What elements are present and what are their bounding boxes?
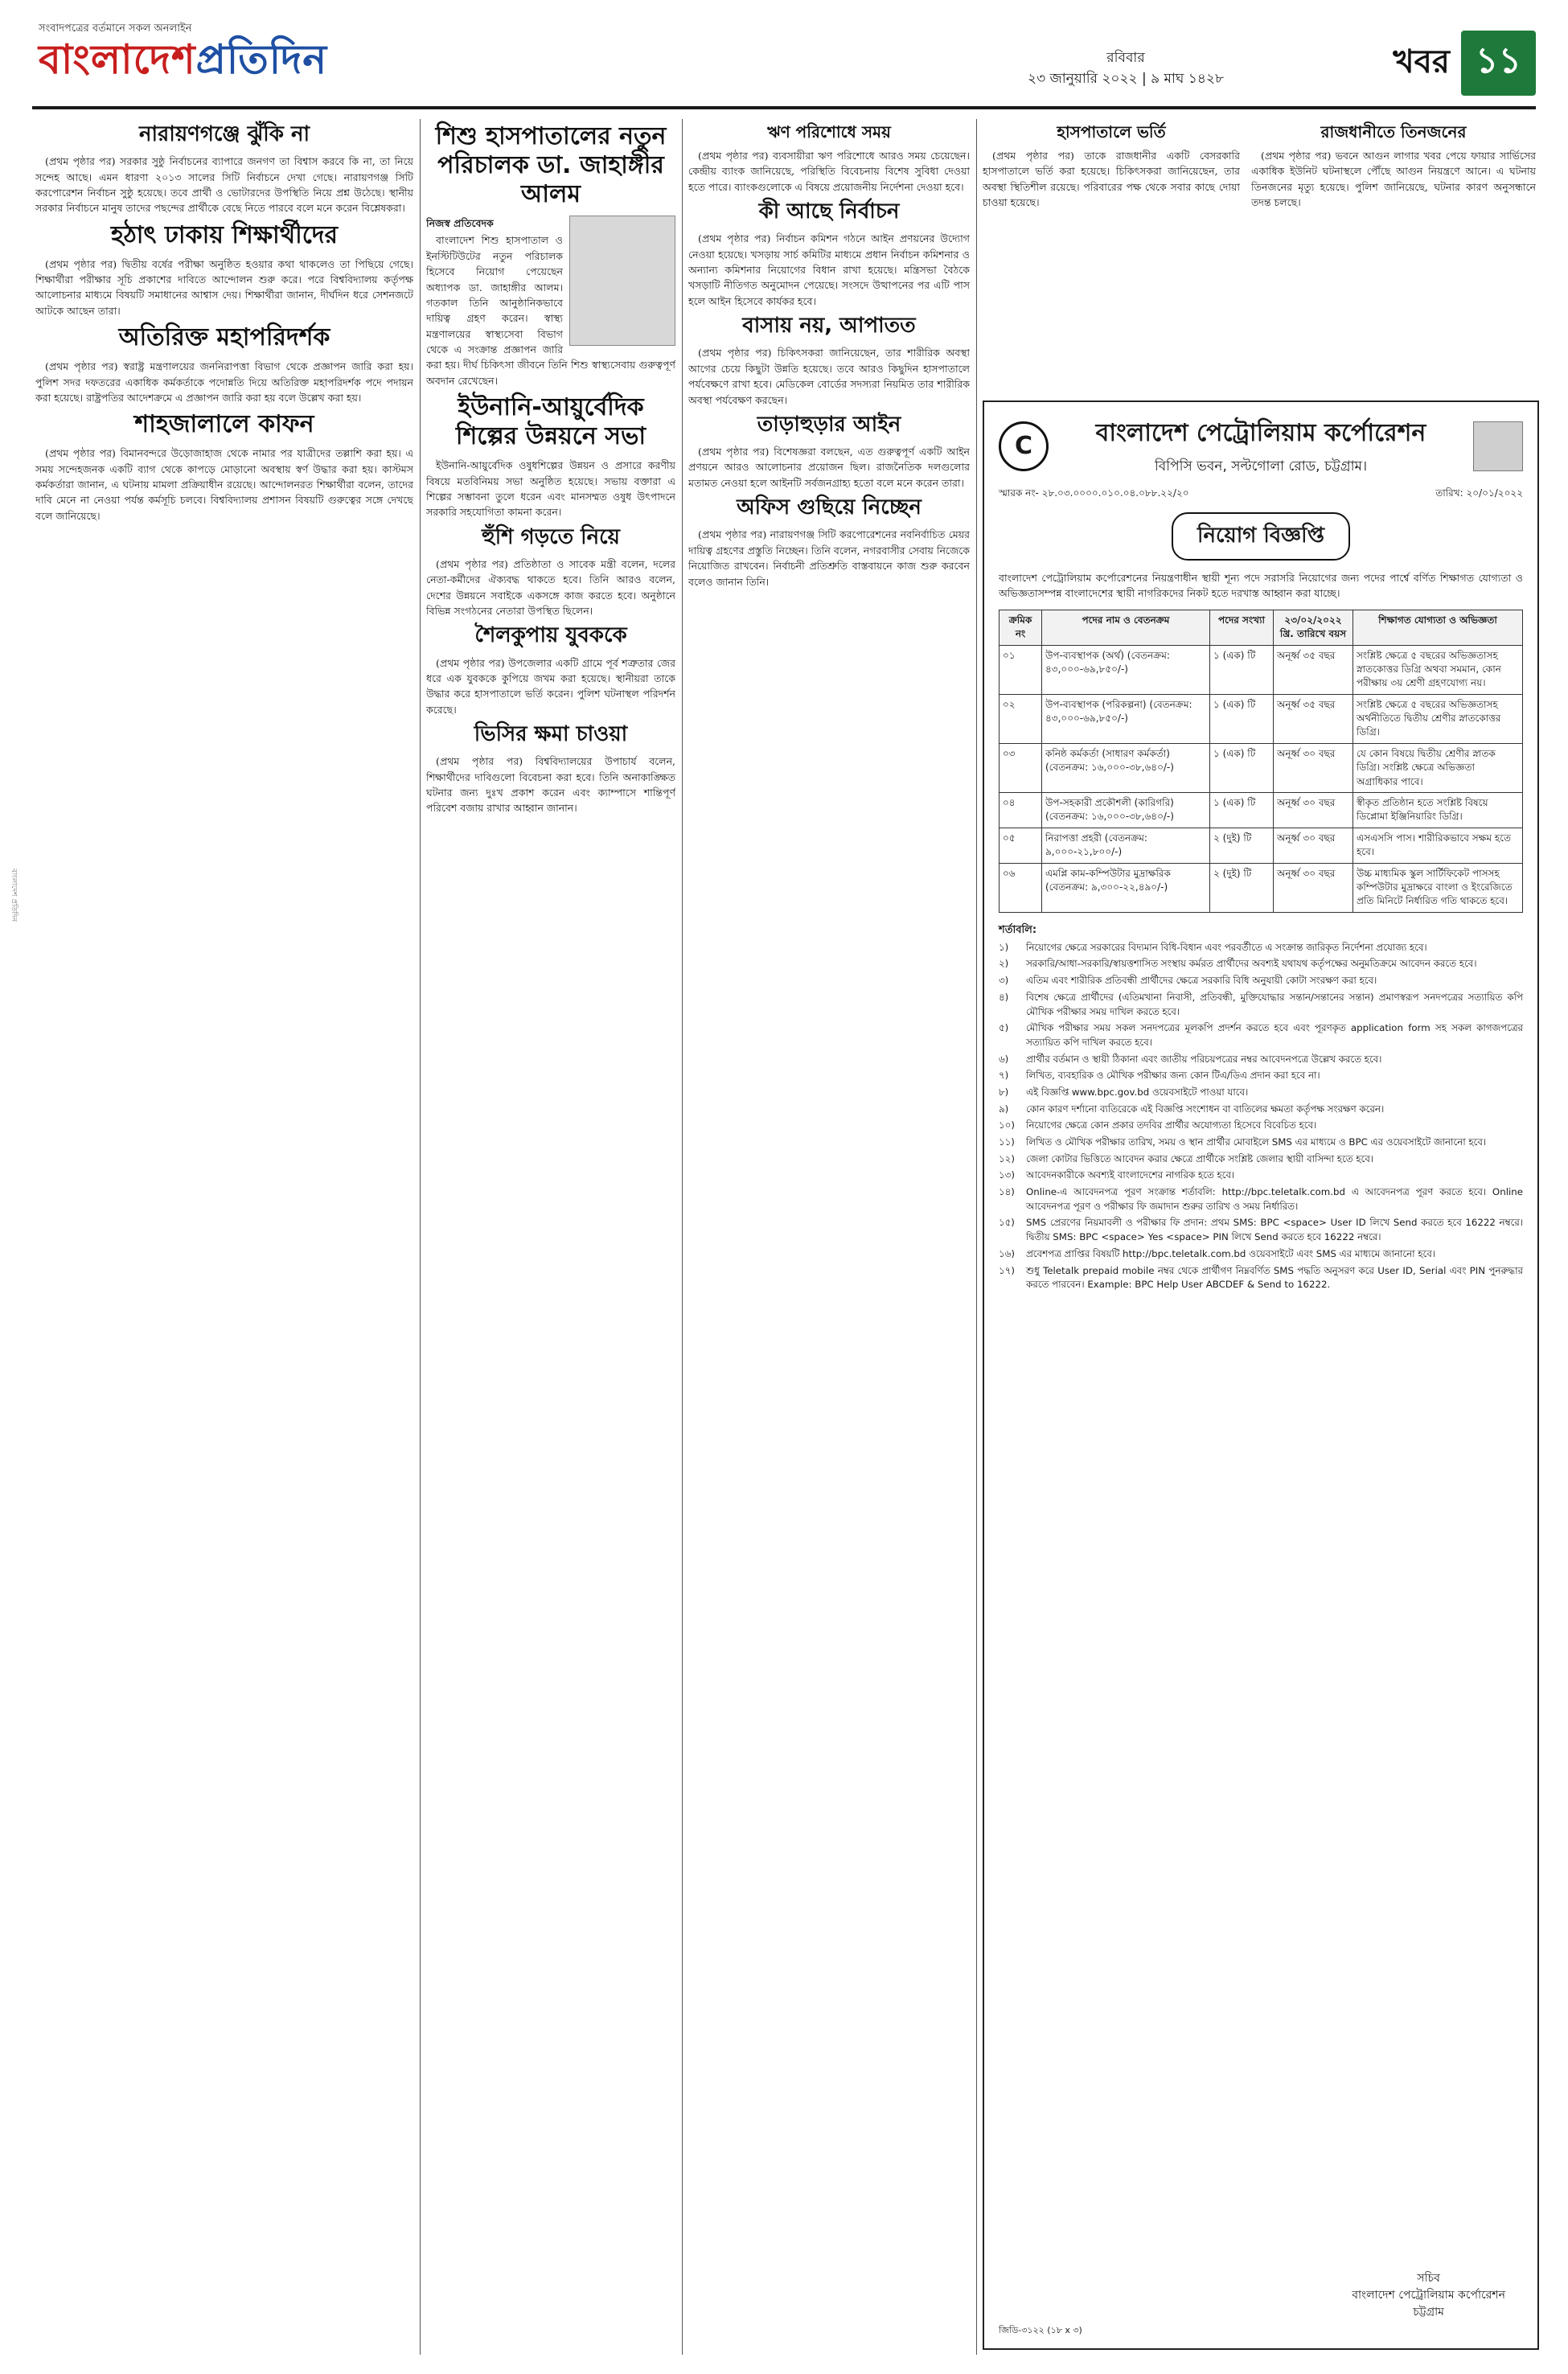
article-text: ইউনানি-আয়ুর্বেদিক ওষুধশিল্পের উন্নয়ন ও প্রসারে করণীয় বিষয়ে মতবিনিময় সভা অনুষ্ঠিত হয়েছে। সভায় বক্তারা এ শিল্পের সম্ভাবনা তুলে ধরেন এবং মানসম্মত ওষুধ উৎপাদনে সরকারি সহযোগিতা কামনা করেন। (426, 459, 675, 519)
condition-number: ৪) (999, 991, 1009, 1003)
masthead (32, 16, 1536, 105)
headline: ভিসির ক্ষমা চাওয়া (474, 722, 628, 746)
job-age: অনূর্ধ্ব ৩০ বছর (1274, 828, 1353, 863)
portrait-image (1473, 421, 1523, 471)
sign-title: সচিব (1417, 2272, 1440, 2285)
condition-item (999, 1247, 1523, 1262)
table-header: ক্রমিক নং (999, 610, 1042, 645)
condition-number: ৫) (999, 1022, 1009, 1034)
headline: শৈলকুপায় যুবককে (474, 623, 627, 648)
ad-code: জিডি-৩১২২ (১৮ x ৩) (999, 2325, 1082, 2335)
condition-item (999, 1069, 1523, 1083)
job-post: নিরাপত্তা প্রহরী (বেতনক্রম: ৯,০০০-২১,৮০০/-) (1042, 828, 1210, 863)
column-5 (1251, 119, 1536, 392)
condition-number: ৮) (999, 1086, 1009, 1098)
article-text: (প্রথম পৃষ্ঠার পর) বিশেষজ্ঞরা বলছেন, এত গুরুত্বপূর্ণ একটি আইন প্রণয়নে আরও আলোচনার প্রয়োজন ছিল। রাজনৈতিক দলগুলোর মতামত নেওয়া হলে আইনটি সর্বজনগ্রাহ্য হতো বলে মনে করেন তারা। (688, 446, 970, 489)
job-number: ০১ (999, 645, 1042, 694)
condition-item (999, 974, 1523, 988)
condition-number: ৯) (999, 1103, 1009, 1115)
article-text: (প্রথম পৃষ্ঠার পর) বিশ্ববিদ্যালয়ের উপাচার্য বলেন, শিক্ষার্থীদের দাবিগুলো বিবেচনা করা হবে। তিনি অনাকাঙ্ক্ষিত ঘটনার জন্য দুঃখ প্রকাশ করেন এবং ক্যাম্পাসে শান্তিপূর্ণ পরিবেশ বজায় রাখার আহ্বান জানান। (426, 755, 675, 815)
memo-date: তারিখ: ২০/০১/২০২২ (1435, 487, 1523, 499)
headline: হঠাৎ ঢাকায় শিক্ষার্থীদের (110, 220, 339, 249)
job-post: উপ-ব্যবস্থাপক (পরিকল্পনা) (বেতনক্রম: ৪৩,০০০-৬৯,৮৫০/-) (1042, 694, 1210, 743)
condition-text: কোন কারণ দর্শানো ব্যতিরেকে এই বিজ্ঞপ্তি সংশোধন বা বাতিলের ক্ষমতা কর্তৃপক্ষ সংরক্ষণ করেন। (1026, 1103, 1385, 1115)
newspaper-logo (39, 21, 392, 90)
ad-title-wrap (984, 512, 1537, 561)
condition-item (999, 1086, 1523, 1100)
job-number: ০৪ (999, 793, 1042, 828)
job-number: ০২ (999, 694, 1042, 743)
condition-text: বিশেষ ক্ষেত্রে প্রার্থীদের (এতিমখানা নিবাসী, প্রতিবন্ধী, মুক্তিযোদ্ধার সন্তান/সন্তানের সন্তান) প্রমাণস্বরূপ সনদপত্রের সত্যায়িত কপি মৌখিক পরীক্ষার সময় দাখিল করতে হবে। (1026, 991, 1523, 1017)
condition-number: ১৩) (999, 1169, 1015, 1181)
condition-text: নিয়োগের ক্ষেত্রে সরকারের বিদ্যমান বিধি-বিধান এবং পরবর্তীতে এ সংক্রান্ত জারিকৃত নির্দেশনা প্রযোজ্য হবে। (1026, 941, 1427, 953)
table-header-row (999, 610, 1523, 645)
table-row (999, 743, 1523, 792)
condition-number: ২) (999, 958, 1009, 970)
condition-item (999, 957, 1523, 971)
condition-text: আবেদনকারীকে অবশ্যই বাংলাদেশের নাগরিক হতে হবে। (1026, 1169, 1235, 1181)
condition-item (999, 1136, 1523, 1150)
column-2 (426, 119, 675, 2355)
job-age: অনূর্ধ্ব ৩৫ বছর (1274, 645, 1353, 694)
section-header (1393, 31, 1536, 96)
job-qualification: এসএসসি পাস। শারীরিকভাবে সক্ষম হতে হবে। (1353, 828, 1523, 863)
conditions-title: শর্তাবলি: (999, 923, 1037, 936)
condition-number: ১০) (999, 1119, 1015, 1132)
ad-signature (1352, 2270, 1505, 2321)
condition-text: শুধু Teletalk prepaid mobile নম্বর থেকে প্রার্থীগণ নিম্নবর্ণিত SMS পদ্ধতি অনুসরণ করে User ID, Serial এবং PIN পুনরুদ্ধার করতে পারবেন। Example: BPC Help User ABCDEF & Send to 16222. (1026, 1264, 1523, 1291)
condition-text: Online-এ আবেদনপত্র পূরণ সংক্রান্ত শর্তাবলি: http://bpc.teletalk.com.bd এ আবেদনপত্র পূরণ করতে হবে। Online আবেদনপত্র পূরণ ও পরীক্ষার ফি জমাদান শুরুর তারিখ ও সময় নির্ধারিত। (1026, 1186, 1523, 1212)
headline: শাহজালালে কাফন (134, 410, 314, 439)
portrait-photo (569, 216, 675, 346)
job-count: ১ (এক) টি (1210, 694, 1274, 743)
job-count: ১ (এক) টি (1210, 743, 1274, 792)
article-text: বাংলাদেশ শিশু হাসপাতাল ও ইনস্টিটিউটের নতুন পরিচালক হিসেবে নিয়োগ পেয়েছেন অধ্যাপক ডা. জাহাঙ্গীর আলম। গতকাল তিনি আনুষ্ঠানিকভাবে দায়িত্ব গ্রহণ করেন। স্বাস্থ্য মন্ত্রণালয়ের স্বাস্থ্যসেবা বিভাগ থেকে এ সংক্রান্ত প্রজ্ঞাপন জারি করা হয়। দীর্ঘ চিকিৎসা জীবনে তিনি শিশু স্বাস্থ্যসেবায় গুরুত্বপূর্ণ অবদান রেখেছেন। (426, 234, 675, 387)
logo-word-2: প্রতিদিন (195, 36, 328, 83)
table-row (999, 694, 1523, 743)
condition-number: ১১) (999, 1136, 1015, 1148)
article-text: (প্রথম পৃষ্ঠার পর) ব্যবসায়ীরা ঋণ পরিশোধে আরও সময় চেয়েছেন। কেন্দ্রীয় ব্যাংক জানিয়েছে, পরিস্থিতি বিবেচনায় বিশেষ সুবিধা দেওয়া হতে পারে। ব্যাংকগুলোকে এ বিষয়ে প্রয়োজনীয় নির্দেশনা দেওয়া হবে। (688, 150, 970, 193)
ad-header (984, 402, 1537, 483)
job-age: অনূর্ধ্ব ৩৫ বছর (1274, 694, 1353, 743)
condition-text: এই বিজ্ঞপ্তি www.bpc.gov.bd ওয়েবসাইটে পাওয়া যাবে। (1026, 1086, 1249, 1098)
conditions-list (984, 941, 1537, 1292)
job-post: এমপ্লি কাম-কম্পিউটার মুদ্রাক্ষরিক (বেতনক্রম: ৯,৩০০-২২,৪৯০/-) (1042, 863, 1210, 912)
ad-title: নিয়োগ বিজ্ঞপ্তি (1172, 512, 1350, 561)
condition-item (999, 991, 1523, 1019)
job-qualification: উচ্চ মাধ্যমিক স্কুল সার্টিফিকেট পাসসহ কম্পিউটার মুদ্রাক্ষরে বাংলা ও ইংরেজিতে প্রতি মিনিটে নির্ধারিত গতি থাকতে হবে। (1353, 863, 1523, 912)
column-1 (35, 119, 413, 2355)
condition-number: ১৭) (999, 1264, 1015, 1276)
job-number: ০৩ (999, 743, 1042, 792)
article-text: (প্রথম পৃষ্ঠার পর) সরকার সুষ্ঠু নির্বাচনের ব্যাপারে জনগণ তা বিশ্বাস করবে কি না, তা নিয়ে সন্দেহ আছে। এমন ধারণা ২০১৩ সালের সিটি নির্বাচনে দেখা গেছে। নারায়ণগঞ্জ সিটি করপোরেশন নির্বাচন সুষ্ঠু হয়েছে। তবে প্রার্থী ও ভোটারদের উপস্থিতি নিয়ে প্রশ্ন উঠেছে। স্থানীয় সরকার নির্বাচনে মানুষ তাদের পছন্দের প্রার্থীকে বেছে নিতে পারবে বলে মনে করেন বিশ্লেষকরা। (35, 155, 413, 215)
headline: তাড়াহুড়ার আইন (757, 412, 901, 437)
bpc-logo-icon: C (999, 421, 1049, 471)
job-qualification: সংশ্লিষ্ট ক্ষেত্রে ৫ বছরের অভিজ্ঞতাসহ অর্থনীতিতে দ্বিতীয় শ্রেণীর স্নাতকোত্তর ডিগ্রি। (1353, 694, 1523, 743)
condition-number: ৩) (999, 975, 1009, 987)
masthead-rule (32, 106, 1536, 109)
condition-item (999, 1103, 1523, 1117)
page-number: ১১ (1461, 31, 1536, 96)
section-name: খবর (1393, 43, 1450, 80)
condition-number: ৬) (999, 1053, 1009, 1065)
condition-text: এতিম এবং শারীরিক প্রতিবন্ধী প্রার্থীদের ক্ষেত্রে সরকারি বিধি অনুযায়ী কোটা সংরক্ষণ করা হবে। (1026, 975, 1377, 987)
column-divider (682, 119, 683, 2355)
condition-item (999, 1216, 1523, 1244)
article-text: (প্রথম পৃষ্ঠার পর) ভবনে আগুন লাগার খবর পেয়ে ফায়ার সার্ভিসের একাধিক ইউনিট ঘটনাস্থলে পৌঁছে আগুন নিয়ন্ত্রণে আনে। এ ঘটনায় তিনজনের মৃত্যু হয়েছে। পুলিশ জানিয়েছে, ঘটনার কারণ অনুসন্ধানে তদন্ত চলছে। (1251, 150, 1536, 209)
condition-text: সরকারি/আধা-সরকারি/স্বায়ত্তশাসিত সংস্থায় কর্মরত প্রার্থীদের অবশ্যই যথাযথ কর্তৃপক্ষের অনুমতিক্রমে আবেদন করতে হবে। (1026, 958, 1477, 970)
column-4 (983, 119, 1240, 392)
byline: নিজস্ব প্রতিবেদক (426, 217, 494, 229)
condition-text: SMS প্রেরণের নিয়মাবলী ও পরীক্ষার ফি প্রদান: প্রথম SMS: BPC <space> User ID লিখে Send করতে হবে 16222 নম্বরে। দ্বিতীয় SMS: BPC <space> Yes <space> PIN লিখে Send করতে হবে 16222 নম্বরে। (1026, 1217, 1523, 1243)
condition-item (999, 1053, 1523, 1067)
condition-text: প্রার্থীর বর্তমান ও স্থায়ী ঠিকানা এবং জাতীয় পরিচয়পত্রের নম্বর আবেদনপত্রে উল্লেখ করতে হবে। (1026, 1053, 1382, 1065)
headline: হাসপাতালে ভর্তি (1057, 122, 1166, 142)
job-age: অনূর্ধ্ব ৩০ বছর (1274, 793, 1353, 828)
article-text: (প্রথম পৃষ্ঠার পর) দ্বিতীয় বর্ষের পরীক্ষা অনুষ্ঠিত হওয়ার কথা থাকলেও তা পিছিয়ে গেছে। শিক্ষার্থীরা পরীক্ষার সূচি প্রকাশের দাবিতে আন্দোলন শুরু করে। পরে বিশ্ববিদ্যালয় কর্তৃপক্ষ আলোচনার মাধ্যমে বিষয়টি সমাধানের আশ্বাস দেয়। শিক্ষার্থীরা জানান, দীর্ঘদিন ধরে সেশনজটে আটকে আছেন তারা। (35, 257, 413, 317)
table-row (999, 828, 1523, 863)
column-3 (688, 119, 970, 2355)
article-text: (প্রথম পৃষ্ঠার পর) চিকিৎসকরা জানিয়েছেন, তার শারীরিক অবস্থা আগের চেয়ে কিছুটা উন্নতি হয়েছে। তবে আরও কিছুদিন হাসপাতালে পর্যবেক্ষণে রাখা হবে। মেডিকেল বোর্ডের সদস্যরা নিয়মিত তার শারীরিক অবস্থা পর্যবেক্ষণ করছেন। (688, 347, 970, 406)
column-divider (420, 119, 421, 2355)
condition-text: লিখিত, ব্যবহারিক ও মৌখিক পরীক্ষার জন্য কোন টিএ/ডিএ প্রদান করা হবে না। (1026, 1070, 1320, 1082)
condition-number: ১৪) (999, 1186, 1015, 1198)
article-text: (প্রথম পৃষ্ঠার পর) তাকে রাজধানীর একটি বেসরকারি হাসপাতালে ভর্তি করা হয়েছে। চিকিৎসকরা জানিয়েছেন, তার অবস্থা স্থিতিশীল রয়েছে। পরিবারের পক্ষ থেকে সবার কাছে দোয়া চাওয়া হয়েছে। (983, 150, 1240, 209)
condition-text: নিয়োগের ক্ষেত্রে কোন প্রকার তদবির প্রার্থীর অযোগ্যতা হিসেবে বিবেচিত হবে। (1026, 1119, 1317, 1132)
condition-item (999, 1119, 1523, 1133)
headline: ঋণ পরিশোধে সময় (767, 122, 891, 142)
logo-word-1: বাংলাদেশ (39, 36, 196, 83)
table-row (999, 863, 1523, 912)
side-caption: বাংলাদেশ প্রতিদিন (10, 869, 18, 922)
condition-item (999, 1152, 1523, 1167)
headline: শিশু হাসপাতালের নতুন পরিচালক ডা. জাহাঙ্গীর আলম (435, 122, 667, 208)
condition-text: প্রবেশপত্র প্রাপ্তির বিষয়টি http://bpc.teletalk.com.bd ওয়েবসাইটে এবং SMS এর মাধ্যমে জানানো হবে। (1026, 1247, 1436, 1259)
job-advertisement (983, 400, 1539, 2350)
headline: অফিস গুছিয়ে নিচ্ছেন (737, 495, 922, 520)
condition-text: জেলা কোটার ভিত্তিতে আবেদন করার ক্ষেত্রে প্রার্থীকে সংশ্লিষ্ট জেলার স্থায়ী বাসিন্দা হতে হবে। (1026, 1152, 1374, 1164)
condition-item (999, 1264, 1523, 1292)
ad-reference (984, 483, 1537, 506)
job-qualification: স্বীকৃত প্রতিষ্ঠান হতে সংশ্লিষ্ট বিষয়ে ডিপ্লোমা ইঞ্জিনিয়ারিং ডিগ্রি। (1353, 793, 1523, 828)
table-row (999, 645, 1523, 694)
job-count: ১ (এক) টি (1210, 793, 1274, 828)
job-number: ০৫ (999, 828, 1042, 863)
sign-place: চট্টগ্রাম (1413, 2306, 1444, 2319)
job-count: ২ (দুই) টি (1210, 828, 1274, 863)
condition-item (999, 1169, 1523, 1183)
job-count: ১ (এক) টি (1210, 645, 1274, 694)
condition-text: লিখিত ও মৌখিক পরীক্ষার তারিখ, সময় ও স্থান প্রার্থীর মোবাইলে SMS এর মাধ্যমে ও BPC এর ওয়েবসাইটে জানানো হবে। (1026, 1136, 1487, 1148)
weekday: রবিবার (1106, 50, 1145, 66)
memo-number: স্মারক নং- ২৮.০৩.০০০০.০১০.০৪.০৮৮.২২/২০ (999, 487, 1189, 499)
sign-org: বাংলাদেশ পেট্রোলিয়াম কর্পোরেশন (1352, 2289, 1505, 2302)
ad-organization (1049, 413, 1473, 478)
logo-tagline: সংবাদপত্রের বর্তমানে সকল অনলাইন (39, 23, 192, 35)
condition-item (999, 1021, 1523, 1049)
headline: অতিরিক্ত মহাপরিদর্শক (118, 323, 330, 352)
job-number: ০৬ (999, 863, 1042, 912)
jobs-table (999, 610, 1523, 913)
ad-org-name: বাংলাদেশ পেট্রোলিয়াম কর্পোরেশন (1095, 419, 1426, 447)
job-post: কনিষ্ঠ কর্মকর্তা (সাধারণ কর্মকর্তা) (বেতনক্রম: ১৬,০০০-৩৮,৬৪০/-) (1042, 743, 1210, 792)
ad-org-address: বিপিসি ভবন, সল্টগোলা রোড, চট্টগ্রাম। (1154, 458, 1368, 474)
article-text: (প্রথম পৃষ্ঠার পর) স্বরাষ্ট্র মন্ত্রণালয়ের জননিরাপত্তা বিভাগ থেকে প্রজ্ঞাপন জারি করা হয়। পুলিশ সদর দফতরের একাধিক কর্মকর্তাকে পদোন্নতি দিয়ে অতিরিক্ত মহাপরিদর্শক পদে পদায়ন করা হয়েছে। রাষ্ট্রপতির আদেশক্রমে এ প্রজ্ঞাপন জারি করা হয় বলে উল্লেখ করা হয়। (35, 360, 413, 404)
job-age: অনূর্ধ্ব ৩০ বছর (1274, 863, 1353, 912)
job-post: উপ-ব্যবস্থাপক (অর্থ) (বেতনক্রম: ৪৩,০০০-৬৯,৮৫০/-) (1042, 645, 1210, 694)
condition-number: ১৬) (999, 1247, 1015, 1259)
column-divider (976, 119, 977, 2355)
article-text: (প্রথম পৃষ্ঠার পর) নারায়ণগঞ্জ সিটি করপোরেশনের নবনির্বাচিত মেয়র দায়িত্ব গ্রহণের প্রস্তুতি নিচ্ছেন। তিনি বলেন, নগরবাসীর সেবায় নিজেকে নিয়োজিত রাখবেন। নির্বাচনী প্রতিশ্রুতি বাস্তবায়নে কাজ শুরু করবেন বলেও জানান তিনি। (688, 528, 970, 588)
condition-text: মৌখিক পরীক্ষার সময় সকল সনদপত্রের মূলকপি প্রদর্শন করতে হবে এবং পূরণকৃত application form সহ সকল কাগজপত্রের সত্যায়িত কপি দাখিল করতে হবে। (1026, 1022, 1523, 1048)
table-header: শিক্ষাগত যোগ্যতা ও অভিজ্ঞতা (1353, 610, 1523, 645)
table-header: পদের নাম ও বেতনক্রম (1042, 610, 1210, 645)
article-text: (প্রথম পৃষ্ঠার পর) বিমানবন্দরে উড়োজাহাজ থেকে নামার পর যাত্রীদের তল্লাশি করা হয়। এ সময় সন্দেহজনক একটি ব্যাগ থেকে কাপড়ে মোড়ানো অবস্থায় স্বর্ণ উদ্ধার করা হয়। কাস্টমস কর্মকর্তারা জানান, এ ঘটনায় মামলা প্রক্রিয়াধীন রয়েছে। আন্দোলনরত শিক্ষার্থীরা বলেন, তাদের দাবি মেনে না নেওয়া পর্যন্ত কর্মসূচি চলবে। বিশ্ববিদ্যালয় প্রশাসন বিষয়টি গুরুত্বের সঙ্গে দেখছে বলে জানিয়েছে। (35, 447, 413, 522)
table-row (999, 793, 1523, 828)
headline: হুঁশি গড়তে নিয়ে (482, 524, 620, 549)
headline: কী আছে নির্বাচন (758, 199, 900, 224)
condition-number: ১) (999, 941, 1009, 953)
job-age: অনূর্ধ্ব ৩০ বছর (1274, 743, 1353, 792)
date-line (917, 48, 1335, 89)
headline: বাসায় নয়, আপাতত (742, 314, 916, 339)
condition-item (999, 1185, 1523, 1214)
job-post: উপ-সহকারী প্রকৌশলী (কারিগরি) (বেতনক্রম: ১৬,০০০-৩৮,৬৪০/-) (1042, 793, 1210, 828)
article-text: (প্রথম পৃষ্ঠার পর) উপজেলার একটি গ্রামে পূর্ব শত্রুতার জের ধরে এক যুবককে কুপিয়ে জখম করা হয়েছে। স্থানীয়রা তাকে উদ্ধার করে হাসপাতালে ভর্তি করেন। পুলিশ ঘটনাস্থল পরিদর্শন করেছে। (426, 656, 675, 716)
job-qualification: সংশ্লিষ্ট ক্ষেত্রে ৫ বছরের অভিজ্ঞতাসহ স্নাতকোত্তর ডিগ্রি অথবা সমমান, কোন পরীক্ষায় ৩য় শ্রেণী গ্রহণযোগ্য নয়। (1353, 645, 1523, 694)
table-header: ২৩/০২/২০২২ খ্রি. তারিখে বয়স (1274, 610, 1353, 645)
job-qualification: যে কোন বিষয়ে দ্বিতীয় শ্রেণীর স্নাতক ডিগ্রি। সংশ্লিষ্ট ক্ষেত্রে অভিজ্ঞতা অগ্রাধিকার পাবে। (1353, 743, 1523, 792)
issue-date: ২৩ জানুয়ারি ২০২২ | ৯ মাঘ ১৪২৮ (1028, 70, 1224, 87)
ad-intro: বাংলাদেশ পেট্রোলিয়াম কর্পোরেশনের নিয়ন্ত্রণাধীন স্থায়ী শূন্য পদে সরাসরি নিয়োগের জন্য পদের পার্শ্বে বর্ণিত শিক্ষাগত যোগ্যতা ও অভিজ্ঞতাসম্পন্ন বাংলাদেশের স্থায়ী নাগরিকদের নিকট হতে দরখাস্ত আহ্বান করা যাচ্ছে। (999, 572, 1523, 600)
article-text: (প্রথম পৃষ্ঠার পর) নির্বাচন কমিশন গঠনে আইন প্রণয়নের উদ্যোগ নেওয়া হয়েছে। খসড়ায় সার্চ কমিটির মাধ্যমে প্রধান নির্বাচন কমিশনার ও অন্যান্য কমিশনার নিয়োগের বিধান রাখা হয়েছে। মন্ত্রিসভা বৈঠকে খসড়াটি নীতিগত অনুমোদন পেয়েছে। সংসদে উত্থাপনের পর এটি পাস হলে আইন হিসেবে কার্যকর হবে। (688, 232, 970, 307)
job-count: ২ (দুই) টি (1210, 863, 1274, 912)
condition-item (999, 941, 1523, 955)
condition-number: ১২) (999, 1152, 1015, 1164)
article-text: (প্রথম পৃষ্ঠার পর) প্রতিষ্ঠাতা ও সাবেক মন্ত্রী বলেন, দলের নেতা-কর্মীদের ঐক্যবদ্ধ থাকতে হবে। তিনি আরও বলেন, দেশের উন্নয়নে সবাইকে একসঙ্গে কাজ করতে হবে। অনুষ্ঠানে বিভিন্ন সংগঠনের নেতারা উপস্থিত ছিলেন। (426, 557, 675, 617)
headline: নারায়ণগঞ্জে ঝুঁকি না (138, 122, 310, 146)
headline: রাজধানীতে তিনজনের (1320, 122, 1467, 142)
logo-wordmark (39, 38, 392, 82)
condition-number: ৭) (999, 1070, 1009, 1082)
condition-number: ১৫) (999, 1217, 1015, 1229)
table-header: পদের সংখ্যা (1210, 610, 1274, 645)
headline: ইউনানি-আয়ুর্বেদিক শিল্পের উন্নয়নে সভা (455, 393, 646, 451)
